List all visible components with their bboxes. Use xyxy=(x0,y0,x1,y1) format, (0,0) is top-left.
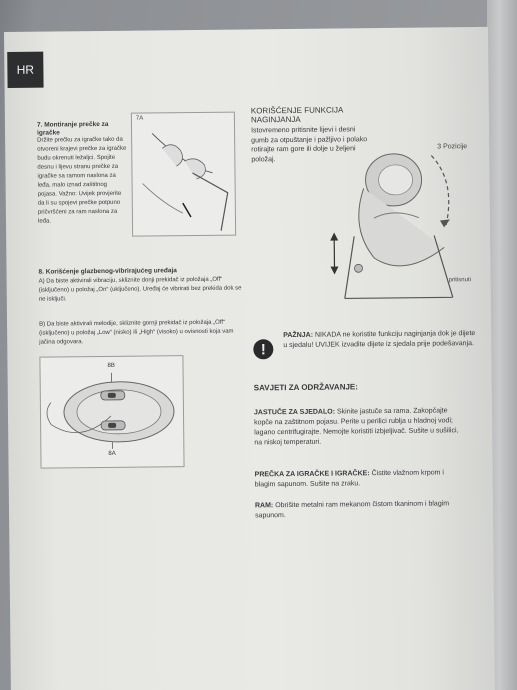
care-seat-pad-lead: JASTUČE ZA SJEDALO: xyxy=(253,408,336,417)
manual-page xyxy=(4,27,495,690)
care-toy-bar xyxy=(255,468,461,490)
figure-7a-label: 7A xyxy=(135,115,144,122)
figure-7a xyxy=(131,112,236,237)
figure-8 xyxy=(39,355,184,469)
recline-title: KORIŠĆENJE FUNKCIJA NAGINJANJA xyxy=(250,105,343,125)
section7-title: 7. Montiranje prečke za igračke xyxy=(36,120,109,137)
care-seat-pad-text: Skinite jastuče sa rama. Zakopčajte kopče na zaštitnom pojasu. Perite u perilici rublja u hladnoj vodi; lagano centrifugirajte. Nemojte koristiti izbjeljivač. Sušite u sušilici, na niskoj temperaturi. xyxy=(254,407,459,447)
warning-lead: PAŽNJA: xyxy=(283,331,314,340)
section7-body: Držite prečku za igračke tako da otvoreni krajevi prečke za igračke budu okrenuti ležaljci. Spojite desnu i lijevu stranu prečke za igračke sa ramom naslona za leđa, malo iznad zaštitnog pojasa. Važno: Uvijek provjerite da li su spojevi prečke potpuno pričvršćeni za ram naslona za leđa. xyxy=(37,136,127,225)
press-label: pritisnuti xyxy=(448,277,471,284)
warning-text xyxy=(283,329,478,351)
care-frame xyxy=(255,499,461,521)
toy-bar-illustration xyxy=(132,113,235,236)
section8-title: 8. Korišćenje glazbenog-vibrirajućeg uređaja xyxy=(38,267,177,276)
care-toy-bar-text: Čistite vlažnom krpom i blagim sapunom. Sušite na zraku. xyxy=(254,469,444,489)
care-seat-pad xyxy=(254,406,460,448)
care-frame-text: Obrišite metalni ram mekanom čistom tkaninom i blagim sapunom. xyxy=(255,500,450,520)
figure-8b-label: 8B xyxy=(107,362,115,369)
section8-part-b: B) Da biste aktivirali melodije, skliznite gornji prekidač iz položaja „Off“ (isključeno) u položaj „Low“ (nisko) ili „High“ (visoko) u ovisnosti koja vam jačina odgovara. xyxy=(39,319,234,346)
positions-label: 3 Pozicije xyxy=(437,143,468,151)
language-tab: HR xyxy=(7,52,43,88)
recline-body: Istovremeno pritisnite lijevi i desni gumb za otpuštanje i pažljivo i polako rotirajte ram gore ili dolje u željeni položaj. xyxy=(251,126,368,163)
care-frame-lead: RAM: xyxy=(254,502,274,510)
care-title: SAVJETI ZA ODRŽAVANJE: xyxy=(253,382,358,393)
figure-8a-label: 8A xyxy=(108,450,116,457)
warning-body: NIKADA ne koristite funkciju naginjanja dok je dijete u sjedalu! UVIJEK izvadite dijete iz sjedala prije podešavanja. xyxy=(283,330,476,350)
warning-icon: ! xyxy=(253,339,273,359)
care-toy-bar-lead: PREČKA ZA IGRAČKE I IGRAČKE: xyxy=(254,470,370,479)
recline-figure xyxy=(323,117,471,309)
section8-part-a: A) Da biste aktivirali vibraciju, skliznite donji prekidač iz položaja „Off“ (isključeno) u položaj „On“ (uključeno). Uređaj će vibrirati bez prekida dok se ne isključi. xyxy=(38,276,242,303)
